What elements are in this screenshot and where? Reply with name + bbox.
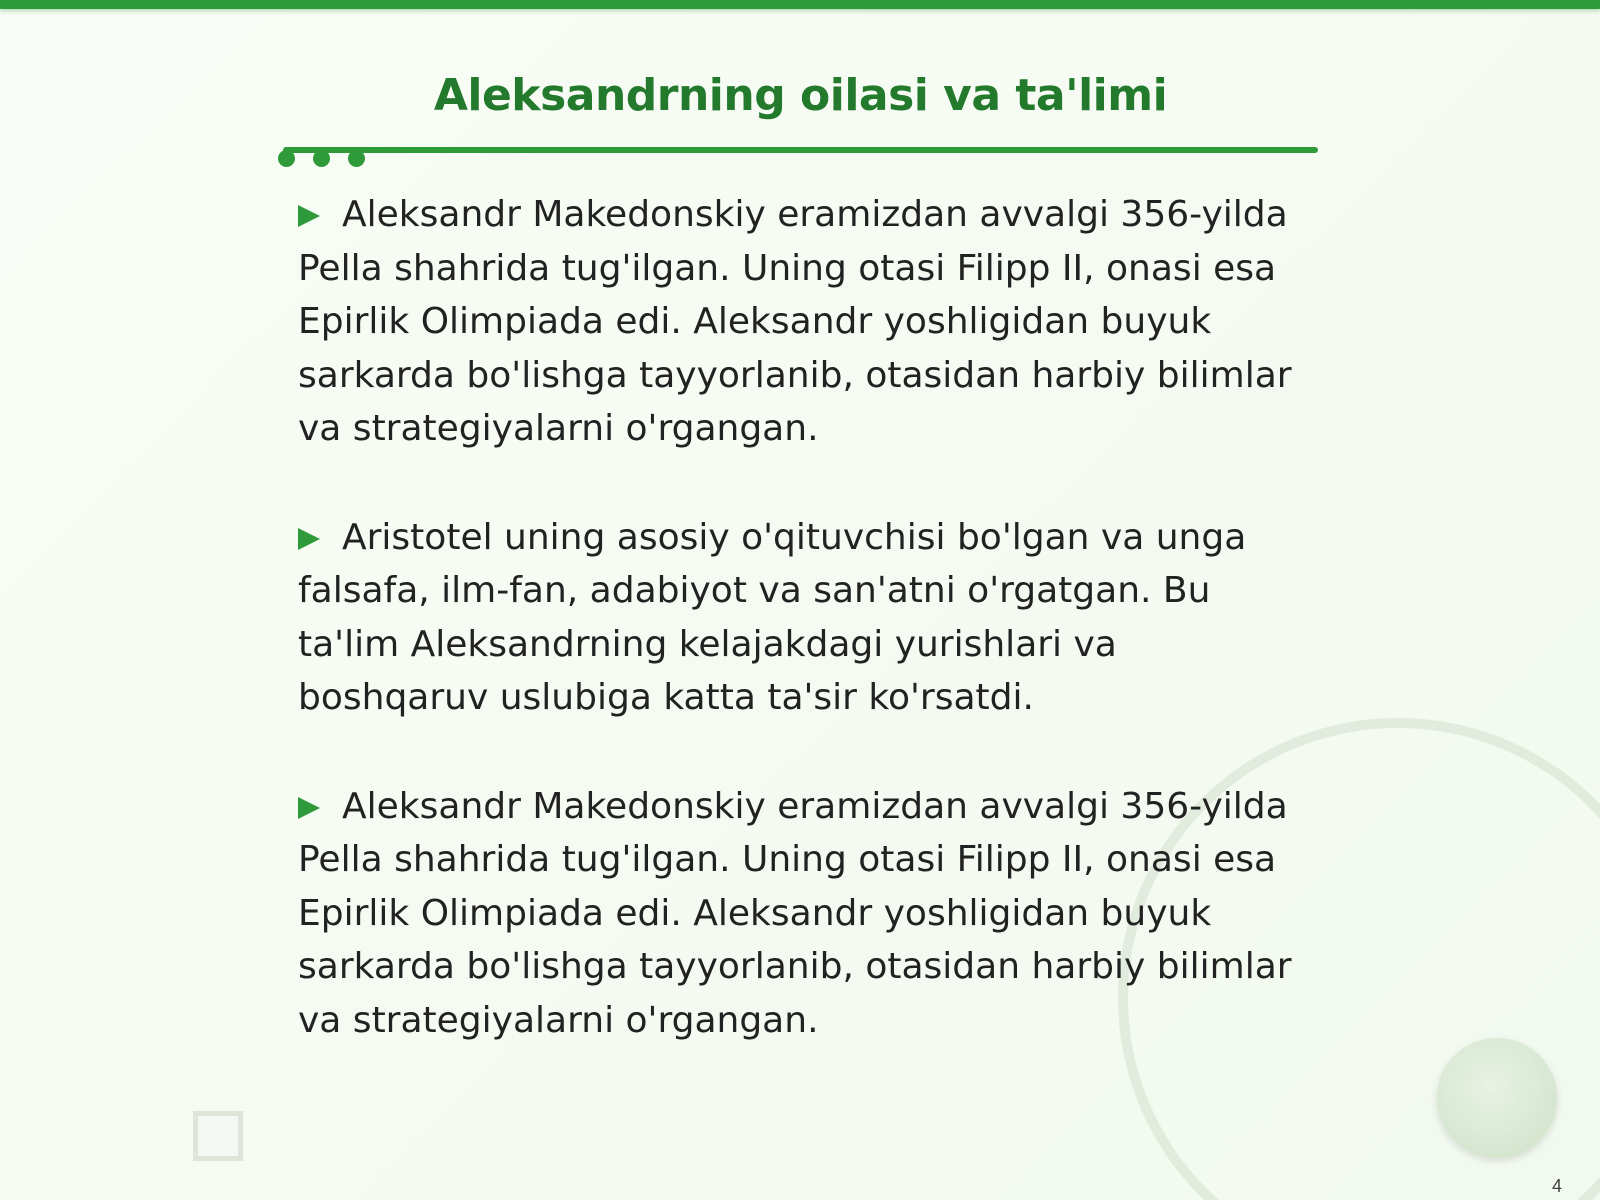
- slide-title: Aleksandrning oilasi va ta'limi: [433, 70, 1168, 121]
- paragraph-text: Aristotel uning asosiy o'qituvchisi bo'lgan va unga falsafa, ilm-fan, adabiyot va san'atni o'rgatgan. Bu ta'lim Aleksandrning kelajakdagi yurishlari va boshqaruv uslubiga katta ta'sir ko'rsatdi.: [298, 516, 1247, 718]
- triangle-right-icon: [298, 797, 320, 819]
- title-underline: [283, 147, 1318, 153]
- paragraph-2: [298, 511, 1298, 725]
- title-dot-2: [313, 150, 330, 167]
- paragraph-3: [298, 780, 1298, 1048]
- title-dot-3: [348, 150, 365, 167]
- triangle-right-icon: [298, 205, 320, 227]
- page-number: 4: [1552, 1176, 1563, 1196]
- slide-body: [298, 188, 1298, 1102]
- decorative-square: [193, 1111, 243, 1161]
- paragraph-text: Aleksandr Makedonskiy eramizdan avvalgi 356-yilda Pella shahrida tug'ilgan. Uning otasi Filipp II, onasi esa Epirlik Olimpiada edi. Aleksandr yoshligidan buyuk sarkarda bo'lishga tayyorlanib, otasidan harbiy bilimlar va strategiyalarni o'rgangan.: [298, 194, 1292, 449]
- paragraph-text: Aleksandr Makedonskiy eramizdan avvalgi 356-yilda Pella shahrida tug'ilgan. Uning otasi Filipp II, onasi esa Epirlik Olimpiada edi. Aleksandr yoshligidan buyuk sarkarda bo'lishga tayyorlanib, otasidan harbiy bilimlar va strategiyalarni o'rgangan.: [298, 785, 1292, 1041]
- decorative-circle: [1437, 1038, 1557, 1158]
- top-accent-bar: [0, 0, 1600, 9]
- title-dot-1: [278, 150, 295, 167]
- triangle-right-icon: [298, 528, 320, 550]
- paragraph-1: [298, 188, 1298, 456]
